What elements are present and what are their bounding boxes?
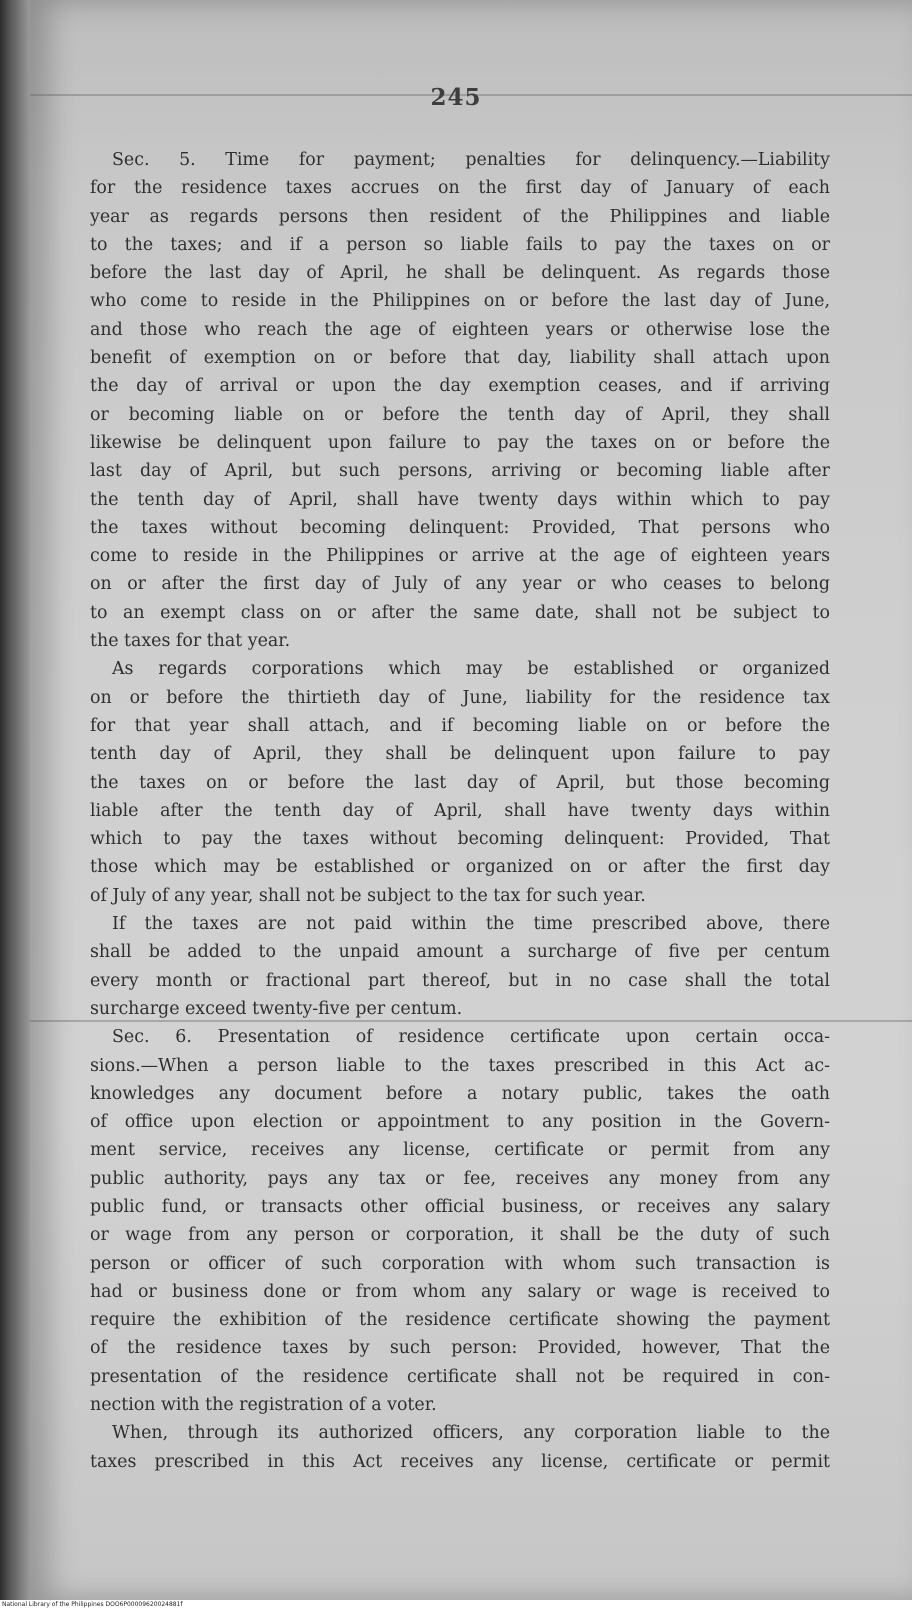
text-line: Sec. 6. Presentation of residence certificate upon certain occa- bbox=[112, 1027, 830, 1048]
text-line: for the residence taxes accrues on the first day of January of each bbox=[90, 178, 830, 199]
text-line: or becoming liable on or before the tenth day of April, they shall bbox=[90, 404, 830, 425]
text-line: tenth day of April, they shall be delinquent upon failure to pay bbox=[90, 744, 830, 765]
text-line: the taxes for that year. bbox=[90, 631, 291, 652]
text-line: the day of arrival or upon the day exemption ceases, and if arriving bbox=[90, 376, 830, 397]
page-number: 245 bbox=[430, 84, 482, 111]
text-line: which to pay the taxes without becoming delinquent: Provided, That bbox=[90, 829, 830, 850]
text-line: of the residence taxes by such person: Provided, however, That the bbox=[90, 1338, 830, 1359]
text-line: last day of April, but such persons, arriving or becoming liable after bbox=[90, 461, 830, 482]
text-line: who come to reside in the Philippines on or before the last day of June, bbox=[90, 291, 830, 312]
text-line: public fund, or transacts other official business, or receives any salary bbox=[90, 1196, 830, 1217]
text-line: shall be added to the unpaid amount a surcharge of five per centum bbox=[90, 942, 830, 963]
page-gutter-shadow bbox=[0, 0, 30, 1600]
body-text bbox=[90, 146, 830, 1476]
text-line: come to reside in the Philippines or arrive at the age of eighteen years bbox=[90, 546, 830, 567]
text-line: person or officer of such corporation with whom such transaction is bbox=[90, 1253, 830, 1274]
text-line: If the taxes are not paid within the time prescribed above, there bbox=[112, 914, 830, 935]
text-line: those which may be established or organized on or after the first day bbox=[90, 857, 830, 878]
text-line: Sec. 5. Time for payment; penalties for delinquency.—Liability bbox=[112, 150, 830, 170]
text-line: benefit of exemption on or before that day, liability shall attach upon bbox=[90, 348, 830, 369]
text-line: the taxes without becoming delinquent: Provided, That persons who bbox=[90, 517, 830, 538]
text-line: sions.—When a person liable to the taxes prescribed in this Act ac- bbox=[90, 1055, 830, 1076]
text-line: liable after the tenth day of April, shall have twenty days within bbox=[90, 800, 830, 821]
text-line: before the last day of April, he shall be delinquent. As regards those bbox=[90, 263, 830, 284]
text-line: knowledges any document before a notary public, takes the oath bbox=[90, 1083, 830, 1104]
text-line: on or after the first day of July of any year or who ceases to belong bbox=[90, 574, 830, 595]
text-line: of office upon election or appointment to any position in the Govern- bbox=[90, 1112, 830, 1133]
text-line: to an exempt class on or after the same date, shall not be subject to bbox=[90, 602, 830, 623]
text-line: likewise be delinquent upon failure to pay the taxes on or before the bbox=[90, 432, 830, 453]
text-line: require the exhibition of the residence certificate showing the payment bbox=[90, 1310, 830, 1331]
text-line: every month or fractional part thereof, but in no case shall the total bbox=[90, 970, 830, 991]
text-line: and those who reach the age of eighteen years or otherwise lose the bbox=[90, 319, 830, 340]
text-line: nection with the registration of a voter. bbox=[90, 1395, 437, 1416]
scan-footer-caption: National Library of the Philippines DOO6P00009620024881f bbox=[0, 1600, 912, 1610]
text-line: the taxes on or before the last day of April, but those becoming bbox=[90, 772, 830, 793]
text-line: had or business done or from whom any salary or wage is received to bbox=[90, 1281, 830, 1302]
text-line: public authority, pays any tax or fee, receives any money from any bbox=[90, 1168, 830, 1189]
text-line: of July of any year, shall not be subject to the tax for such year. bbox=[90, 885, 646, 906]
text-line: surcharge exceed twenty-five per centum. bbox=[90, 998, 463, 1019]
text-line: taxes prescribed in this Act receives any license, certificate or permit bbox=[90, 1451, 830, 1472]
text-line: or wage from any person or corporation, it shall be the duty of such bbox=[90, 1225, 830, 1246]
text-line: As regards corporations which may be established or organized bbox=[112, 659, 830, 680]
text-line: to the taxes; and if a person so liable fails to pay the taxes on or bbox=[90, 234, 830, 255]
text-line: ment service, receives any license, certificate or permit from any bbox=[90, 1140, 830, 1161]
text-line: year as regards persons then resident of the Philippines and liable bbox=[90, 206, 830, 227]
text-line: the tenth day of April, shall have twenty days within which to pay bbox=[90, 489, 830, 510]
text-line: on or before the thirtieth day of June, liability for the residence tax bbox=[90, 687, 830, 708]
text-line: presentation of the residence certificate shall not be required in con- bbox=[90, 1366, 830, 1387]
text-line: for that year shall attach, and if becoming liable on or before the bbox=[90, 715, 830, 736]
text-line: When, through its authorized officers, any corporation liable to the bbox=[112, 1423, 830, 1444]
